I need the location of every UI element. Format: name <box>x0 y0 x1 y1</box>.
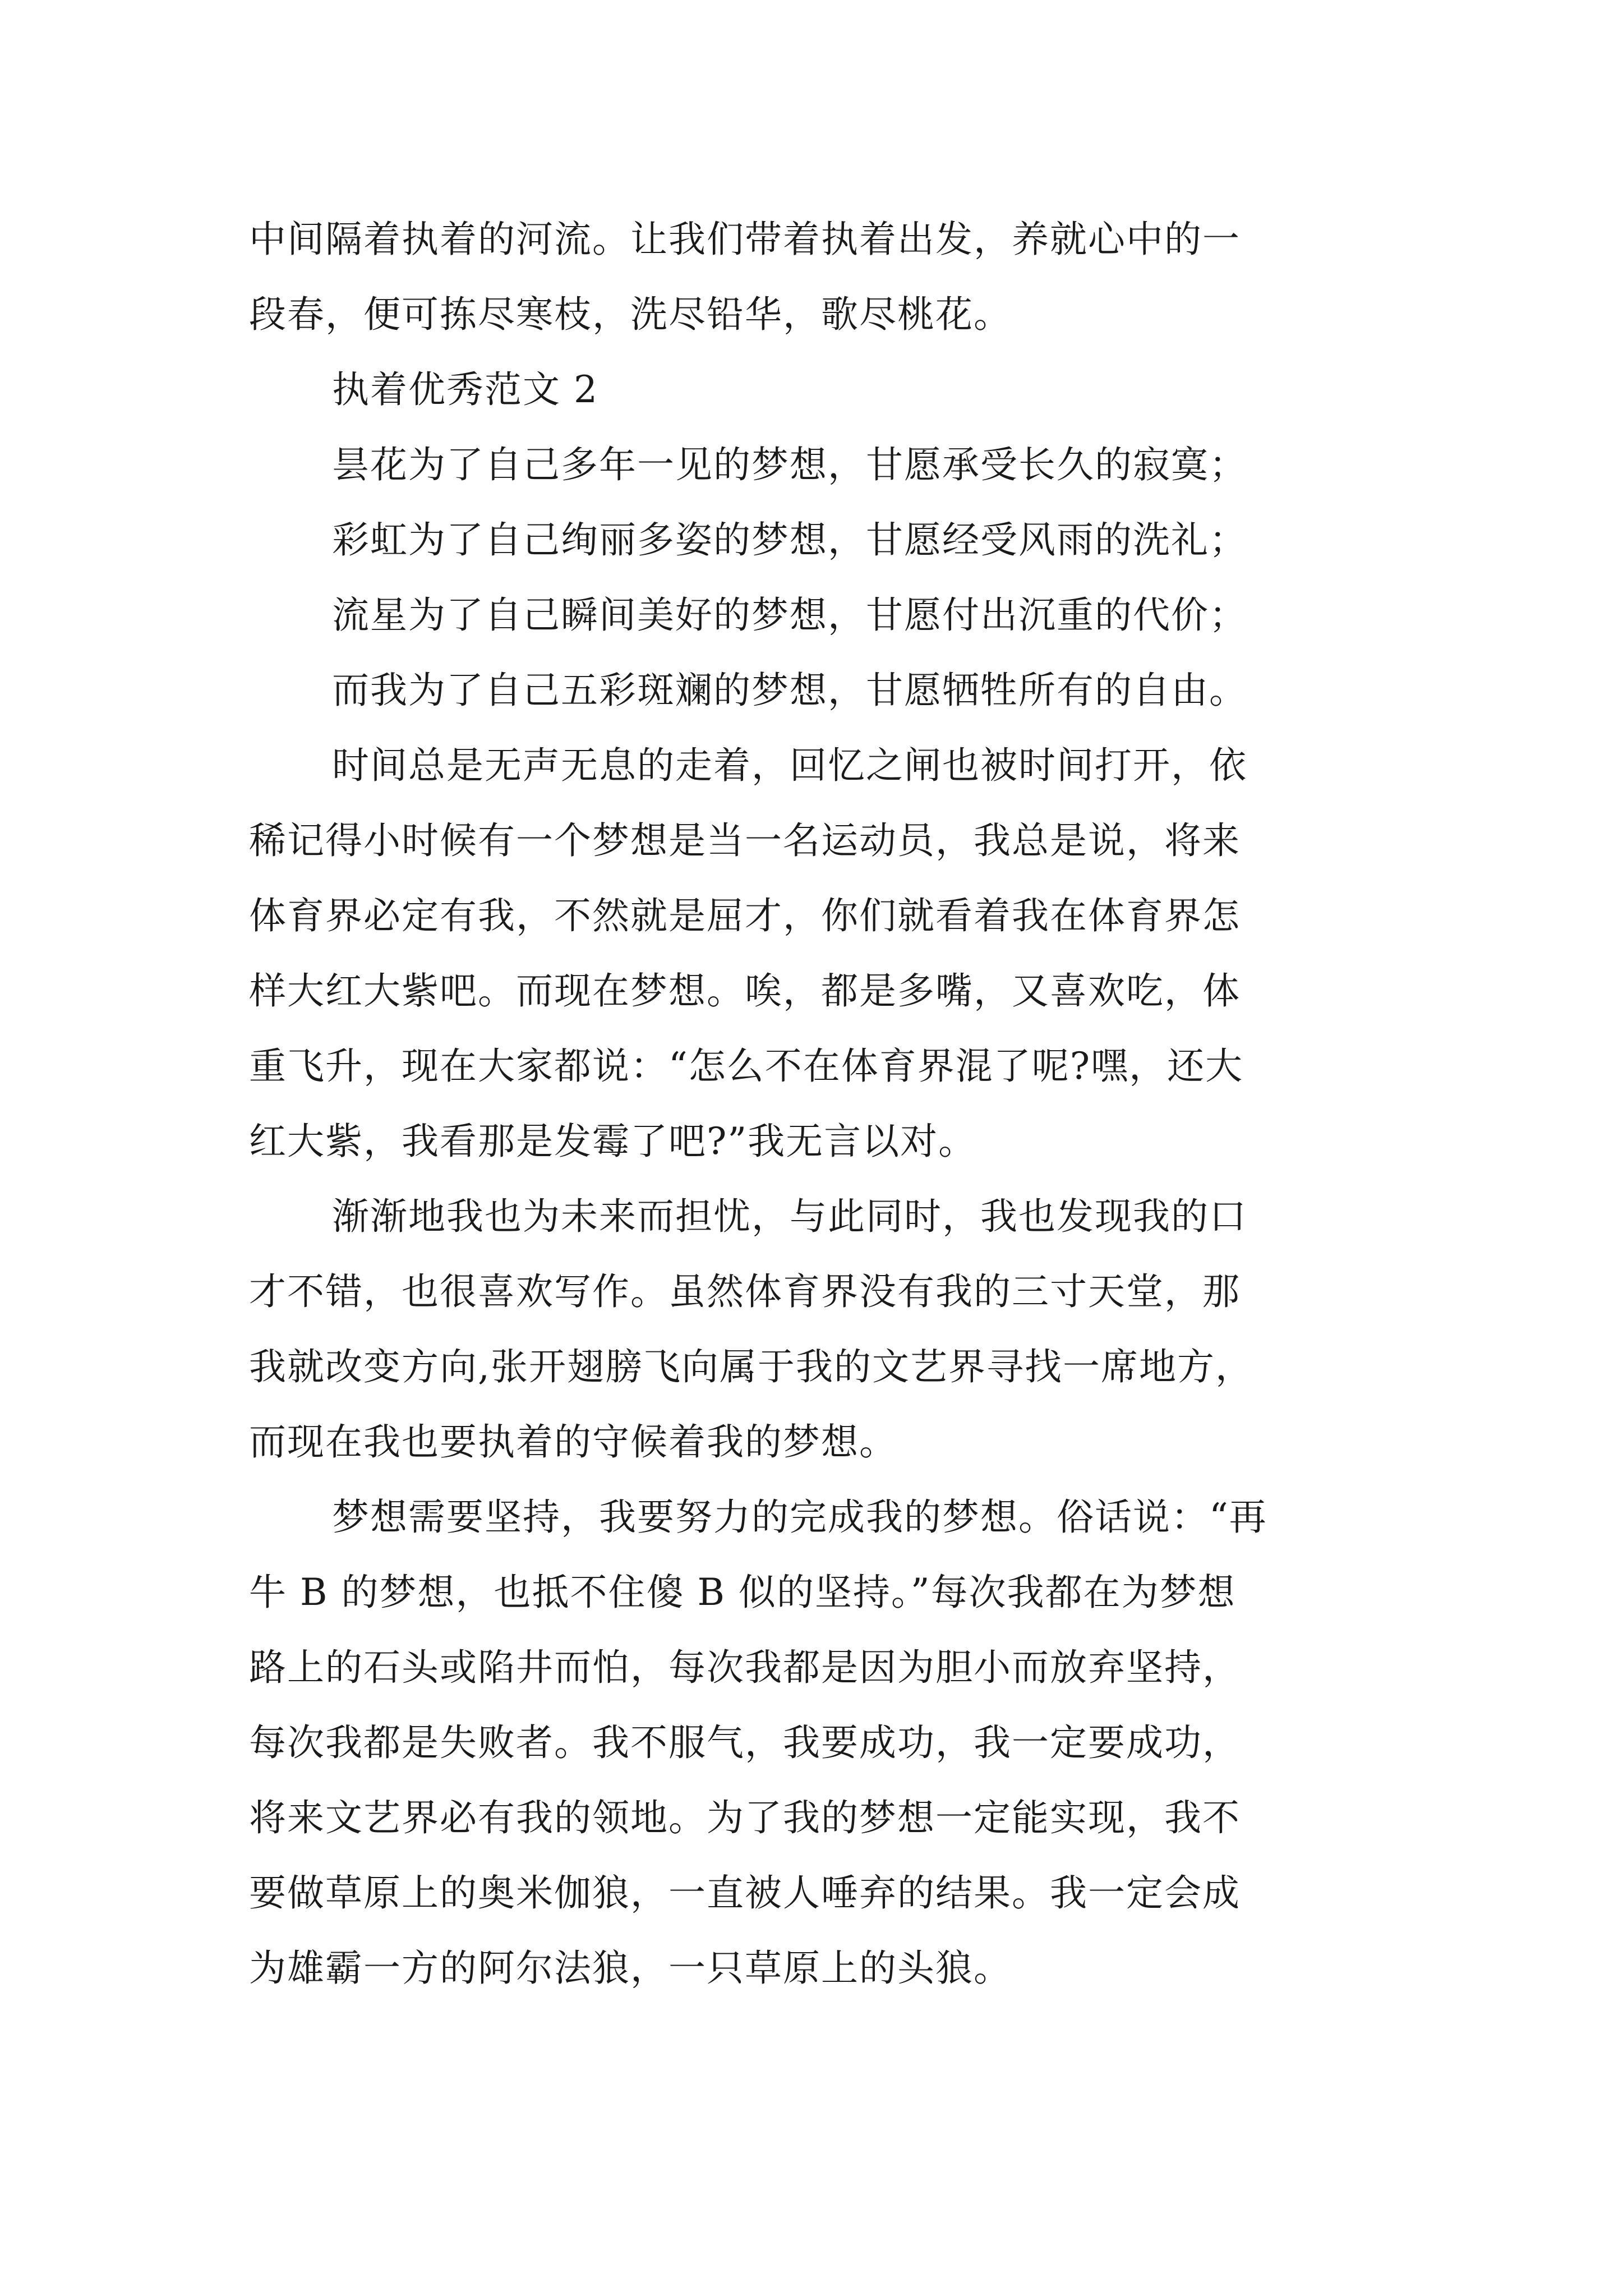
text-line: 而现在我也要执着的守候着我的梦想。 <box>249 1420 897 1464</box>
text-line: 流星为了自己瞬间美好的梦想，甘愿付出沉重的代价； <box>332 593 1247 637</box>
text-line: 段春，便可拣尽寒枝，洗尽铅华，歌尽桃花。 <box>249 293 1012 336</box>
text-line: 红大紫，我看那是发霉了吧?”我无言以对。 <box>249 1120 977 1163</box>
text-line: 路上的石头或陷井而怕，每次我都是因为胆小而放弃坚持， <box>249 1646 1241 1689</box>
text-line: 而我为了自己五彩斑斓的梦想，甘愿牺牲所有的自由。 <box>332 669 1247 712</box>
text-line: 我就改变方向,张开翅膀飞向属于我的文艺界寻找一席地方， <box>249 1345 1253 1388</box>
text-line: 昙花为了自己多年一见的梦想，甘愿承受长久的寂寞； <box>332 443 1247 486</box>
text-line: 重飞升，现在大家都说：“怎么不在体育界混了呢?嘿，还大 <box>249 1045 1244 1088</box>
text-line: 要做草原上的奥米伽狼，一直被人唾弃的结果。我一定会成 <box>249 1871 1241 1915</box>
text-line: 样大红大紫吧。而现在梦想。唉，都是多嘴，又喜欢吃，体 <box>249 969 1241 1013</box>
text-line: 为雄霸一方的阿尔法狼，一只草原上的头狼。 <box>249 1947 1012 1990</box>
text-line: 每次我都是失败者。我不服气，我要成功，我一定要成功， <box>249 1721 1241 1764</box>
text-line: 才不错，也很喜欢写作。虽然体育界没有我的三寸天堂，那 <box>249 1270 1241 1313</box>
text-line: 时间总是无声无息的走着，回忆之闸也被时间打开，依 <box>332 744 1247 787</box>
text-line: 牛 B 的梦想，也抵不住傻 B 似的坚持。”每次我都在为梦想 <box>249 1571 1236 1614</box>
text-line: 彩虹为了自己绚丽多姿的梦想，甘愿经受风雨的洗礼； <box>332 518 1247 562</box>
body-text <box>249 202 1393 2006</box>
section-heading: 执着优秀范文 2 <box>332 368 598 411</box>
text-line: 稀记得小时候有一个梦想是当一名运动员，我总是说，将来 <box>249 819 1241 862</box>
text-line: 体育界必定有我，不然就是屈才，你们就看着我在体育界怎 <box>249 894 1241 937</box>
text-line: 梦想需要坚持，我要努力的完成我的梦想。俗话说：“再 <box>332 1496 1267 1539</box>
text-line: 将来文艺界必有我的领地。为了我的梦想一定能实现，我不 <box>249 1796 1241 1839</box>
text-line: 渐渐地我也为未来而担忧，与此同时，我也发现我的口 <box>332 1195 1247 1238</box>
text-line: 中间隔着执着的河流。让我们带着执着出发，养就心中的一 <box>249 218 1241 261</box>
